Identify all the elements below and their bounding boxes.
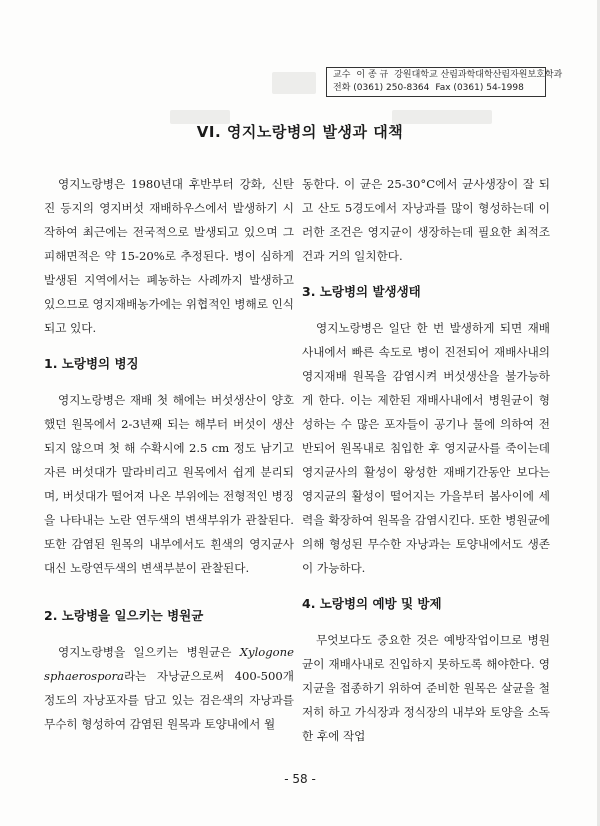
prevention-paragraph: 무엇보다도 중요한 것은 예방작업이므로 병원균이 재배사내로 진입하지 못하도록 해야한다. 영지균을 접종하기 위하여 준비한 원목은 살균을 철저히 하고 가식장과 정식장의 내부와 토양을 소독한 후에 작업 — [302, 633, 550, 743]
intro-paragraph: 영지노랑병은 1980년대 후반부터 강화, 신탄진 등지의 영지버섯 재배하우스에서 발생하기 시작하여 최근에는 전국적으로 발생되고 있으며 그 피해면적은 약 15-20%로 추정된다. 병이 심하게 발생된 지역에서는 폐농하는 사례까지 발생하고 있으므로 영지재배농가에는 위협적인 병해로 인식되고 있다. — [44, 177, 294, 335]
symptoms-paragraph: 영지노랑병은 재배 첫 해에는 버섯생산이 양호했던 원목에서 2-3년째 되는 해부터 버섯이 생산되지 않으며 첫 해 수확시에 2.5 cm 정도 남기고 자른 버섯대가 말라비리고 원목에서 쉽게 분리되며, 버섯대가 떨어져 나온 부위에는 전형적인 병징을 나타내는 노란 연두색의 변색부위가 관찰된다. 또한 감염된 원목의 내부에서도 흰색의 영지균사 대신 노랑연두색의 변색부분이 관찰된다. — [44, 393, 294, 575]
author-role: 교수 — [333, 70, 351, 80]
author-fax: Fax (0361) 54-1998 — [435, 83, 524, 93]
pathogen-text-b: 라는 자낭균으로써 400-500개 정도의 자낭포자를 담고 있는 검은색의 자낭과를 무수히 형성하여 감염된 원목과 토양내에서 월 — [44, 669, 294, 731]
page-number: - 58 - — [284, 772, 316, 786]
heading-symptoms: 1. 노랑병의 병징 — [44, 356, 139, 371]
heading-prevention: 4. 노랑병의 예방 및 방제 — [302, 596, 442, 611]
author-name: 이 종 규 — [356, 70, 389, 80]
right-column — [302, 172, 550, 748]
left-column — [44, 172, 294, 736]
author-phone: 전화 (0361) 250-8364 — [333, 83, 430, 93]
pathogen-text-a: 영지노랑병을 일으키는 병원균은 — [58, 645, 240, 659]
pathogen-paragraph — [44, 640, 294, 736]
heading-ecology: 3. 노랑병의 발생생태 — [302, 284, 421, 299]
pathogen-species-name: Xylogone sphaerospora — [44, 645, 294, 683]
section-title: VI. 영지노랑병의 발생과 대책 — [196, 123, 404, 141]
author-affiliation: 강원대학교 산림과학대학산림자원보호학과 — [394, 70, 563, 80]
continued-paragraph: 동한다. 이 균은 25-30°C에서 균사생장이 잘 되고 산도 5경도에서 자낭과를 많이 형성하는데 이러한 조건은 영지균이 생장하는데 필요한 최적조건과 거의 일치한다. — [302, 177, 550, 263]
author-info-box — [326, 67, 563, 97]
heading-pathogen: 2. 노랑병을 일으키는 병원균 — [44, 608, 204, 623]
ecology-paragraph: 영지노랑병은 일단 한 번 발생하게 되면 재배사내에서 빠른 속도로 병이 진전되어 재배사내의 영지재배 원목을 감염시켜 버섯생산을 불가능하게 한다. 이는 제한된 재배사내에서 병원균이 형성하는 수 많은 포자들이 공기나 물에 의하여 전반되어 원목내로 침입한 후 영지균사를 죽이는데 영지균사의 활성이 왕성한 재배기간동안 보다는 영지균의 활성이 떨어지는 가을부터 봄사이에 세력을 확장하여 원목을 감염시킨다. 또한 병원균에 의해 형성된 무수한 자낭과는 토양내에서도 생존이 가능하다. — [302, 321, 550, 575]
bleed-through-mark — [272, 72, 316, 94]
